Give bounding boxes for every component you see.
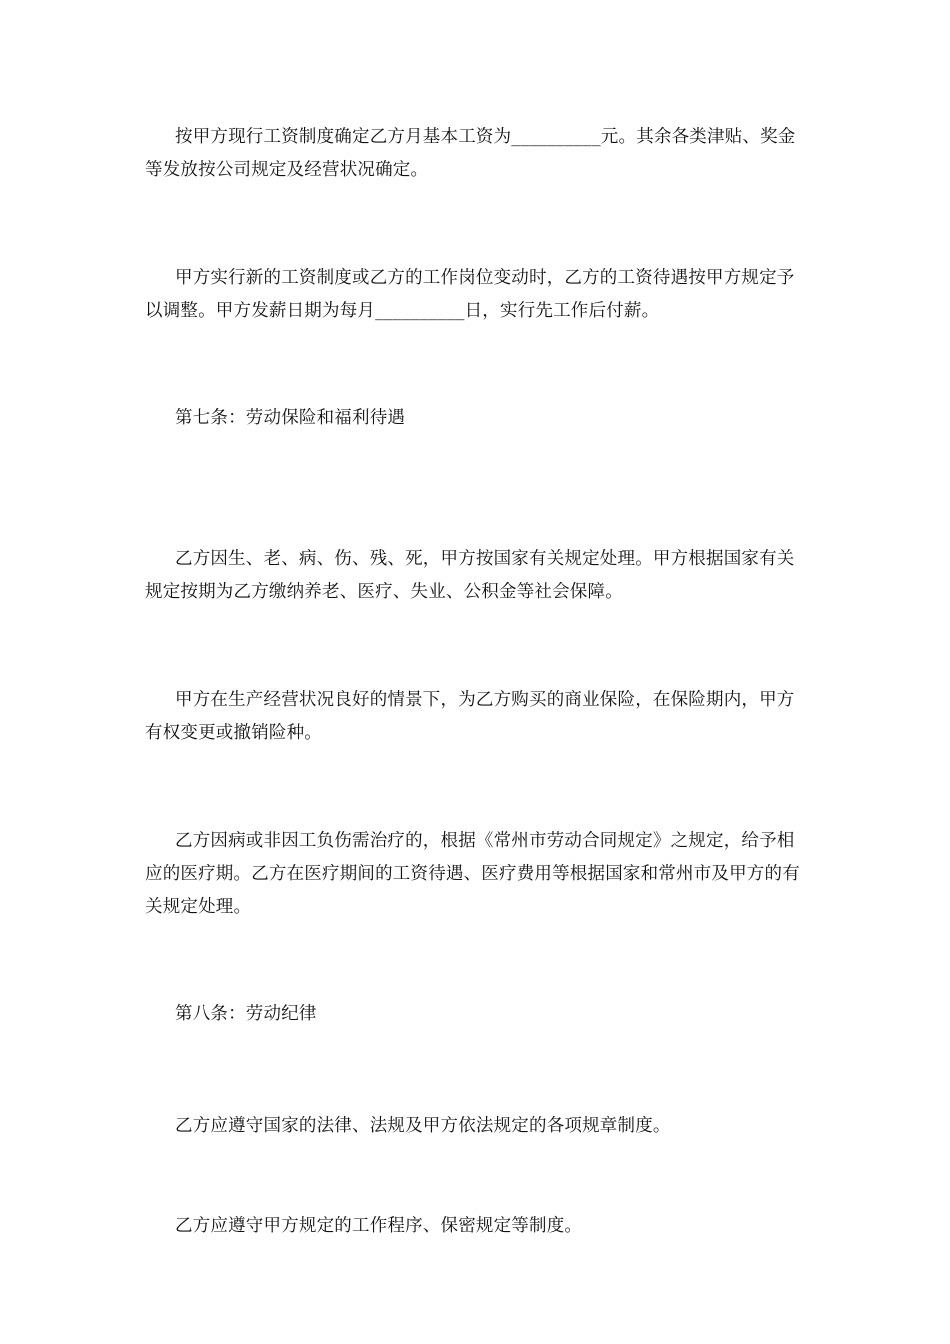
section-heading-article-8: 第八条：劳动纪律 [175, 1004, 317, 1024]
paragraph-comply-procedures: 乙方应遵守甲方规定的工作程序、保密规定等制度。 [175, 1216, 583, 1236]
paragraph-comply-laws: 乙方应遵守国家的法律、法规及甲方依法规定的各项规章制度。 [175, 1116, 671, 1136]
paragraph-salary-adjustment: 甲方实行新的工资制度或乙方的工作岗位变动时，乙方的工资待遇按甲方规定予以调整。甲方发薪日期为每月__________日，实行先工作后付薪。 [145, 268, 795, 321]
paragraph-commercial-insurance: 甲方在生产经营状况良好的情景下，为乙方购买的商业保险，在保险期内，甲方有权变更或撤销险种。 [145, 690, 795, 743]
paragraph-salary: 按甲方现行工资制度确定乙方月基本工资为__________元。其余各类津贴、奖金等发放按公司规定及经营状况确定。 [145, 127, 796, 180]
paragraph-medical-period: 乙方因病或非因工负伤需治疗的，根据《常州市劳动合同规定》之规定，给予相应的医疗期。乙方在医疗期间的工资待遇、医疗费用等根据国家和常州市及甲方的有关规定处理。 [145, 831, 800, 917]
paragraph-social-insurance: 乙方因生、老、病、伤、残、死，甲方按国家有关规定处理。甲方根据国家有关规定按期为乙方缴纳养老、医疗、失业、公积金等社会保障。 [145, 549, 795, 602]
section-heading-article-7: 第七条：劳动保险和福利待遇 [175, 408, 406, 428]
